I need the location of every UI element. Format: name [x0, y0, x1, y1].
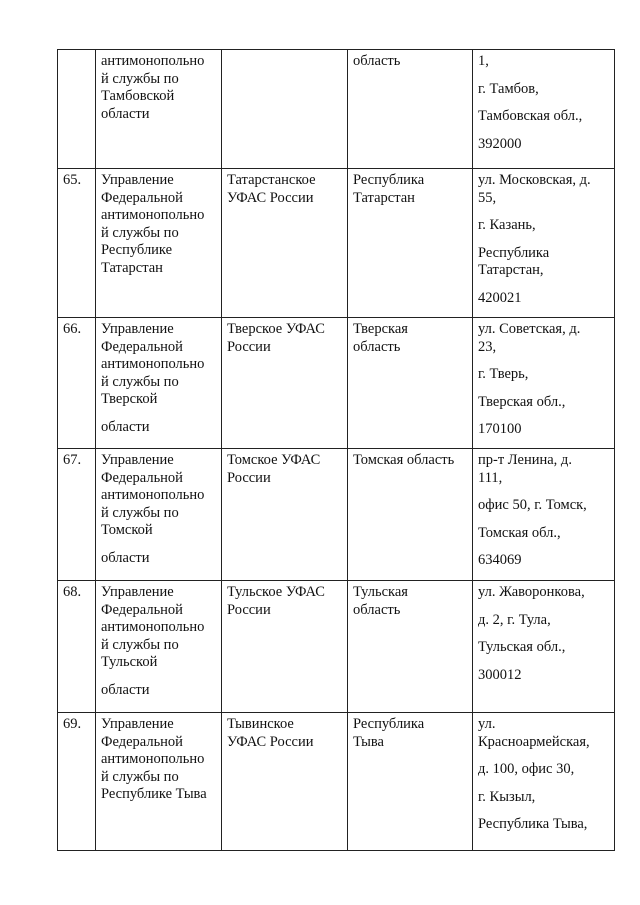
cell-line: 634069: [478, 552, 522, 568]
cell-line: 420021: [478, 289, 522, 306]
cell-line: 23,: [478, 338, 497, 355]
cell-line: 1,: [478, 53, 489, 69]
cell-line: Тыва: [353, 733, 384, 750]
cell-line: Тульской: [101, 654, 158, 670]
cell-line: Республике Тыва: [101, 786, 207, 802]
short-name: [222, 169, 348, 318]
cell-line: ул. Московская, д.: [478, 172, 591, 188]
cell-line: 66.: [63, 321, 82, 337]
cell-line: й службы по: [101, 224, 179, 241]
cell-line: Федеральной: [101, 338, 183, 355]
cell-line: Тверское УФАС: [227, 321, 325, 337]
address: [473, 50, 615, 169]
address: [473, 169, 615, 318]
table-row: [58, 169, 615, 318]
cell-line: 68.: [63, 584, 82, 600]
cell-line: й службы по: [101, 768, 179, 785]
short-name: [222, 449, 348, 581]
row-number: [58, 449, 96, 581]
cell-line: России: [227, 469, 271, 486]
cell-line: Республика: [353, 172, 425, 188]
address: [473, 713, 615, 851]
cell-line: г. Кызыл,: [478, 788, 536, 805]
cell-line: Татарстан: [353, 189, 415, 206]
cell-line: Федеральной: [101, 733, 183, 750]
cell-line: Республика: [353, 716, 425, 732]
cell-line: г. Тамбов,: [478, 80, 539, 97]
cell-line: Томская обл.,: [478, 524, 561, 541]
table-row: [58, 449, 615, 581]
cell-line: 111,: [478, 469, 503, 486]
organization-name: [96, 581, 222, 713]
cell-line: й службы по: [101, 636, 179, 653]
offices-table: [57, 49, 615, 851]
cell-line: 392000: [478, 135, 522, 152]
cell-line: Томская область: [353, 452, 455, 468]
cell-line: УФАС России: [227, 733, 314, 750]
cell-line: 65.: [63, 172, 82, 188]
cell-line: 300012: [478, 666, 522, 683]
cell-line: Республика Тыва,: [478, 816, 588, 832]
cell-line: Тверская обл.,: [478, 393, 566, 410]
cell-line: офис 50, г. Томск,: [478, 497, 587, 513]
row-number: [58, 50, 96, 169]
cell-line: Федеральной: [101, 469, 183, 486]
cell-line: области: [101, 681, 150, 698]
cell-line: область: [353, 53, 401, 69]
cell-line: Татарстан,: [478, 262, 544, 278]
cell-line: 170100: [478, 421, 522, 437]
cell-line: д. 100, офис 30,: [478, 761, 575, 777]
cell-line: й службы по: [101, 373, 179, 390]
cell-line: й службы по: [101, 504, 179, 521]
cell-line: области: [101, 549, 150, 566]
organization-name: [96, 713, 222, 851]
cell-line: антимонопольно: [101, 619, 205, 635]
cell-line: области: [101, 105, 150, 122]
cell-line: Тульская обл.,: [478, 639, 566, 655]
table-row: [58, 318, 615, 449]
row-number: [58, 713, 96, 851]
cell-line: Красноармейская,: [478, 733, 590, 750]
cell-line: России: [227, 601, 271, 618]
cell-line: антимонопольно: [101, 751, 205, 767]
region: [348, 318, 473, 449]
cell-line: 67.: [63, 452, 82, 468]
organization-name: [96, 50, 222, 169]
cell-line: Управление: [101, 452, 174, 468]
table-body: [58, 50, 615, 851]
cell-line: области: [101, 418, 150, 435]
cell-line: Тывинское: [227, 716, 294, 732]
cell-line: Управление: [101, 321, 174, 337]
address: [473, 318, 615, 449]
organization-name: [96, 318, 222, 449]
cell-line: область: [353, 601, 401, 618]
cell-line: Федеральной: [101, 601, 183, 618]
cell-line: Республике: [101, 242, 173, 258]
cell-line: Татарстанское: [227, 172, 316, 188]
region: [348, 50, 473, 169]
cell-line: Тульское УФАС: [227, 584, 325, 600]
cell-line: Управление: [101, 584, 174, 600]
region: [348, 713, 473, 851]
region: [348, 449, 473, 581]
cell-line: ул. Советская, д.: [478, 321, 581, 337]
table-row: [58, 713, 615, 851]
cell-line: г. Тверь,: [478, 366, 529, 382]
organization-name: [96, 169, 222, 318]
cell-line: Татарстан: [101, 259, 163, 276]
cell-line: ул. Жаворонкова,: [478, 584, 585, 600]
region: [348, 581, 473, 713]
cell-line: г. Казань,: [478, 217, 536, 233]
short-name: [222, 50, 348, 169]
row-number: [58, 318, 96, 449]
cell-line: пр-т Ленина, д.: [478, 452, 572, 468]
cell-line: 69.: [63, 716, 82, 732]
table-row: [58, 581, 615, 713]
short-name: [222, 713, 348, 851]
cell-line: антимонопольно: [101, 487, 205, 503]
row-number: [58, 581, 96, 713]
short-name: [222, 581, 348, 713]
cell-line: ул.: [478, 716, 496, 732]
cell-line: Тамбовской: [101, 88, 175, 104]
short-name: [222, 318, 348, 449]
cell-line: д. 2, г. Тула,: [478, 611, 551, 628]
organization-name: [96, 449, 222, 581]
cell-line: Федеральной: [101, 189, 183, 206]
cell-line: Тверская: [353, 321, 408, 337]
cell-line: область: [353, 338, 401, 355]
table-row: [58, 50, 615, 169]
cell-line: Тамбовская обл.,: [478, 108, 583, 124]
cell-line: антимонопольно: [101, 356, 205, 372]
address: [473, 581, 615, 713]
cell-line: Тверской: [101, 391, 158, 407]
cell-line: России: [227, 338, 271, 355]
address: [473, 449, 615, 581]
cell-line: УФАС России: [227, 189, 314, 206]
cell-line: 55,: [478, 189, 497, 206]
cell-line: Управление: [101, 172, 174, 188]
cell-line: й службы по: [101, 70, 179, 87]
cell-line: Республика: [478, 244, 550, 261]
cell-line: Томской: [101, 522, 153, 538]
cell-line: Томское УФАС: [227, 452, 321, 468]
cell-line: антимонопольно: [101, 207, 205, 223]
region: [348, 169, 473, 318]
cell-line: Управление: [101, 716, 174, 732]
row-number: [58, 169, 96, 318]
cell-line: антимонопольно: [101, 53, 205, 69]
cell-line: Тульская: [353, 584, 408, 600]
